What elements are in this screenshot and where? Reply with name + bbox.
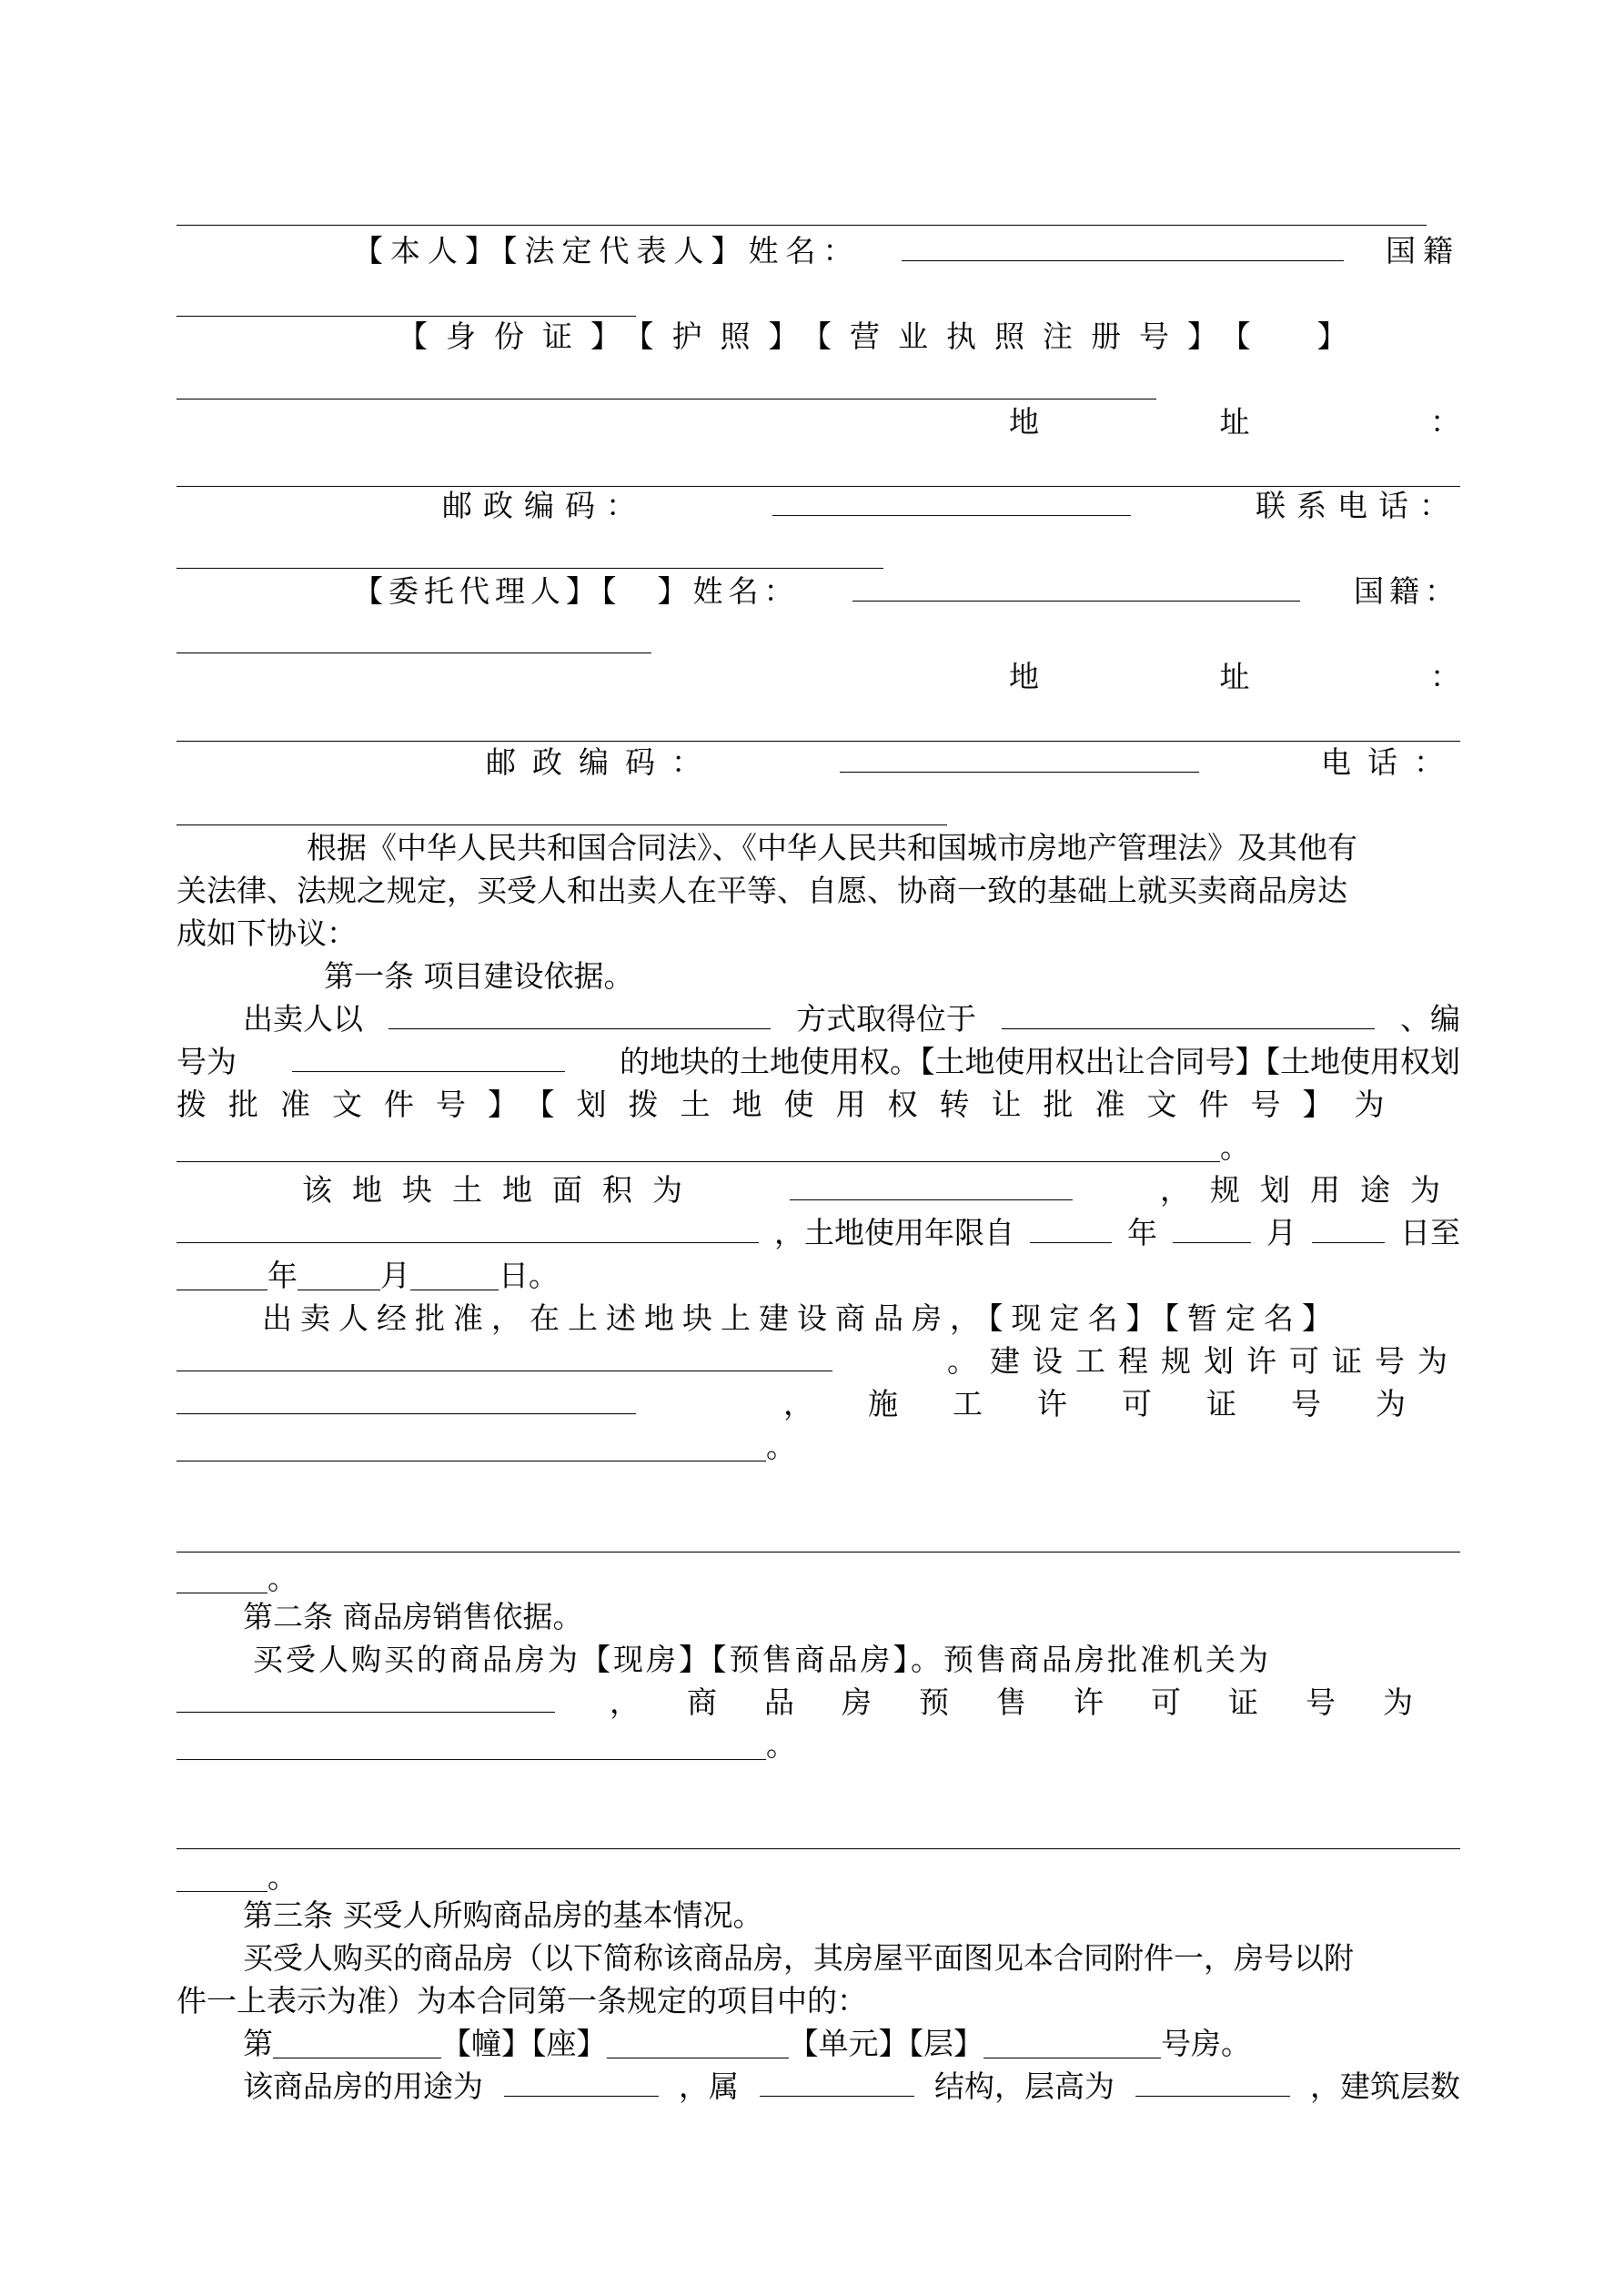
agent-address-field[interactable] bbox=[177, 717, 1460, 742]
end-year-field[interactable] bbox=[177, 1266, 267, 1290]
article-1-line bbox=[177, 1300, 1460, 1337]
agent-nationality-field[interactable] bbox=[177, 629, 651, 653]
id-type-line bbox=[177, 319, 1460, 355]
text: ，属 bbox=[679, 2068, 739, 2104]
text: ，土地使用年限自 bbox=[774, 1215, 1014, 1250]
name-field[interactable] bbox=[902, 237, 1344, 261]
approval-authority-field[interactable] bbox=[177, 1688, 555, 1713]
text: 该地块土地面积为 bbox=[302, 1172, 702, 1208]
label: 国籍： bbox=[1354, 573, 1460, 609]
acquisition-method-field[interactable] bbox=[388, 1005, 771, 1029]
end-day-field[interactable] bbox=[410, 1266, 499, 1290]
article-1-line bbox=[177, 1129, 1460, 1166]
nationality-field[interactable] bbox=[177, 292, 636, 317]
article-1-line bbox=[177, 1215, 1460, 1251]
unit-field[interactable] bbox=[607, 2034, 789, 2058]
text: 。 bbox=[267, 1561, 298, 1596]
article-3-line bbox=[177, 2068, 1460, 2105]
text: 月 bbox=[1266, 1215, 1296, 1250]
agent-name-field[interactable] bbox=[852, 577, 1300, 602]
text: ，建筑层数 bbox=[1310, 2068, 1460, 2104]
article-1-line bbox=[177, 1386, 1460, 1422]
text: ，规划用途为 bbox=[1160, 1172, 1460, 1208]
label: 地 bbox=[1009, 659, 1039, 694]
construction-permit-field[interactable] bbox=[177, 1437, 766, 1462]
text: 买受人购买的商品房为【现房】【预售商品房】。预售商品房批准机关为 bbox=[253, 1642, 1271, 1677]
label: 址 bbox=[1219, 659, 1250, 694]
text: 。 bbox=[267, 1859, 298, 1895]
structure-field[interactable] bbox=[760, 2072, 914, 2097]
text: 。 bbox=[766, 1429, 796, 1464]
heading: 第三条 买受人所购商品房的基本情况。 bbox=[243, 1897, 763, 1933]
address-line bbox=[177, 404, 1460, 440]
article-1-line bbox=[177, 1429, 1460, 1465]
blank-field[interactable] bbox=[177, 1825, 1460, 1849]
paragraph-text: 成如下协议： bbox=[177, 915, 357, 951]
text: 月 bbox=[380, 1258, 410, 1293]
project-name-field[interactable] bbox=[177, 1347, 832, 1371]
id-number-field[interactable] bbox=[177, 375, 1156, 400]
preamble-line bbox=[177, 873, 1460, 909]
text: 【幢】【座】 bbox=[441, 2026, 607, 2061]
article-3-title bbox=[177, 1897, 1460, 1934]
text: 该商品房的用途为 bbox=[243, 2068, 483, 2104]
text: 买受人购买的商品房（以下简称该商品房，其房屋平面图见本合同附件一，房号以附 bbox=[243, 1940, 1354, 1976]
blank-line bbox=[177, 793, 1460, 829]
text: 年 bbox=[267, 1258, 298, 1293]
planning-permit-field[interactable] bbox=[177, 1390, 636, 1414]
parcel-number-field[interactable] bbox=[292, 1047, 565, 1072]
text: 、编 bbox=[1400, 1001, 1460, 1037]
article-1-line bbox=[177, 1044, 1460, 1080]
agent-name-line bbox=[177, 573, 1460, 610]
article-2-line bbox=[177, 1684, 1460, 1721]
start-day-field[interactable] bbox=[1312, 1219, 1385, 1243]
label: 邮政编码： bbox=[486, 744, 718, 780]
text: ，施工许可证号为 bbox=[783, 1386, 1460, 1421]
article-1-line bbox=[177, 1087, 1460, 1123]
article-3-line bbox=[177, 1940, 1460, 1977]
presale-permit-field[interactable] bbox=[177, 1735, 766, 1760]
blank-line bbox=[177, 1520, 1460, 1556]
preamble-line bbox=[177, 915, 1460, 952]
label: 国籍 bbox=[1386, 233, 1460, 268]
paragraph-text: 根据《中华人民共和国合同法》、《中华人民共和国城市房地产管理法》及其他有 bbox=[307, 830, 1357, 865]
text: 号为 bbox=[177, 1044, 237, 1079]
id-type-options: 【身份证】【护照】【营业执照注册号】【 】 bbox=[398, 319, 1366, 354]
article-1-line bbox=[177, 1258, 1460, 1294]
blank-line bbox=[177, 1859, 1460, 1896]
label: ： bbox=[1430, 404, 1460, 440]
planned-use-field[interactable] bbox=[177, 1219, 759, 1243]
text: 号房。 bbox=[1161, 2026, 1251, 2061]
article-1-line bbox=[177, 1172, 1460, 1209]
article-1-line bbox=[177, 1001, 1460, 1037]
seller-name-line bbox=[177, 233, 1460, 269]
end-month-field[interactable] bbox=[298, 1266, 380, 1290]
blank-line bbox=[177, 709, 1460, 745]
text: 年 bbox=[1127, 1215, 1157, 1250]
heading: 第一条 项目建设依据。 bbox=[324, 958, 634, 994]
label: 【委托代理人】【 】姓名： bbox=[353, 573, 800, 609]
blank-field[interactable] bbox=[177, 1867, 267, 1892]
article-2-line bbox=[177, 1642, 1460, 1678]
blank-field[interactable] bbox=[177, 201, 1427, 226]
text: 。 bbox=[1220, 1129, 1250, 1165]
paragraph-text: 关法律、法规之规定，买受人和出卖人在平等、自愿、协商一致的基础上就买卖商品房达 bbox=[177, 873, 1347, 908]
preamble-line bbox=[177, 830, 1460, 866]
text: 第 bbox=[243, 2026, 273, 2061]
building-field[interactable] bbox=[273, 2034, 441, 2058]
text: 日。 bbox=[499, 1258, 559, 1293]
article-2-title bbox=[177, 1599, 1460, 1635]
article-1-line bbox=[177, 1343, 1460, 1380]
text: 件一上表示为准）为本合同第一条规定的项目中的： bbox=[177, 1983, 867, 2018]
label: 址 bbox=[1219, 404, 1250, 440]
text: 结构，层高为 bbox=[934, 2068, 1115, 2104]
text: 方式取得位于 bbox=[796, 1001, 976, 1037]
article-2-line bbox=[177, 1727, 1460, 1764]
postal-code-field[interactable] bbox=[772, 491, 1131, 516]
text: 日至 bbox=[1400, 1215, 1460, 1250]
text: 出卖人以 bbox=[243, 1001, 363, 1037]
location-field[interactable] bbox=[1002, 1005, 1375, 1029]
start-year-field[interactable] bbox=[1030, 1219, 1112, 1243]
label: 邮政编码： bbox=[442, 488, 647, 523]
blank-field[interactable] bbox=[177, 1528, 1460, 1553]
text: ，商品房预售许可证号为 bbox=[610, 1684, 1460, 1720]
phone-field[interactable] bbox=[177, 544, 883, 569]
blank-line bbox=[177, 367, 1460, 403]
blank-line bbox=[177, 536, 1460, 572]
agent-phone-field[interactable] bbox=[177, 801, 947, 825]
text: 拨批准文件号】【划拨土地使用权转让批准文件号】为 bbox=[177, 1087, 1407, 1122]
blank-line bbox=[177, 621, 1460, 657]
start-month-field[interactable] bbox=[1173, 1219, 1251, 1243]
blank-field[interactable] bbox=[177, 1569, 267, 1593]
article-3-line bbox=[177, 1983, 1460, 2019]
text: 。建设工程规划许可证号为 bbox=[947, 1343, 1460, 1379]
label: 地 bbox=[1009, 404, 1039, 440]
usage-field[interactable] bbox=[504, 2072, 659, 2097]
agent-address-line bbox=[177, 659, 1460, 695]
label: 【本人】【法定代表人】姓名： bbox=[353, 233, 861, 268]
postal-phone-line bbox=[177, 488, 1460, 524]
floor-height-field[interactable] bbox=[1135, 2072, 1290, 2097]
text: 【单元】【层】 bbox=[788, 2026, 983, 2061]
blank-line bbox=[177, 1816, 1460, 1853]
article-1-title bbox=[177, 958, 1460, 995]
agent-postal-phone-line bbox=[177, 744, 1460, 781]
label: 联系电话： bbox=[1256, 488, 1460, 523]
heading: 第二条 商品房销售依据。 bbox=[243, 1599, 583, 1634]
blank-line bbox=[177, 454, 1460, 491]
text: 。 bbox=[766, 1727, 796, 1763]
document-number-field[interactable] bbox=[177, 1138, 1220, 1162]
blank-line bbox=[177, 193, 1460, 229]
room-field[interactable] bbox=[983, 2034, 1161, 2058]
text: 出卖人经批准，在上述地块上建设商品房，【现定名】【暂定名】 bbox=[262, 1300, 1340, 1336]
text: 的地块的土地使用权。【土地使用权出让合同号】【土地使用权划 bbox=[620, 1044, 1460, 1079]
address-field[interactable] bbox=[177, 462, 1460, 487]
agent-postal-field[interactable] bbox=[840, 748, 1199, 773]
label: ： bbox=[1430, 659, 1460, 694]
land-area-field[interactable] bbox=[790, 1176, 1073, 1200]
blank-line bbox=[177, 284, 1460, 320]
blank-line bbox=[177, 1561, 1460, 1597]
article-3-line bbox=[177, 2026, 1460, 2062]
label: 电话： bbox=[1321, 744, 1460, 780]
